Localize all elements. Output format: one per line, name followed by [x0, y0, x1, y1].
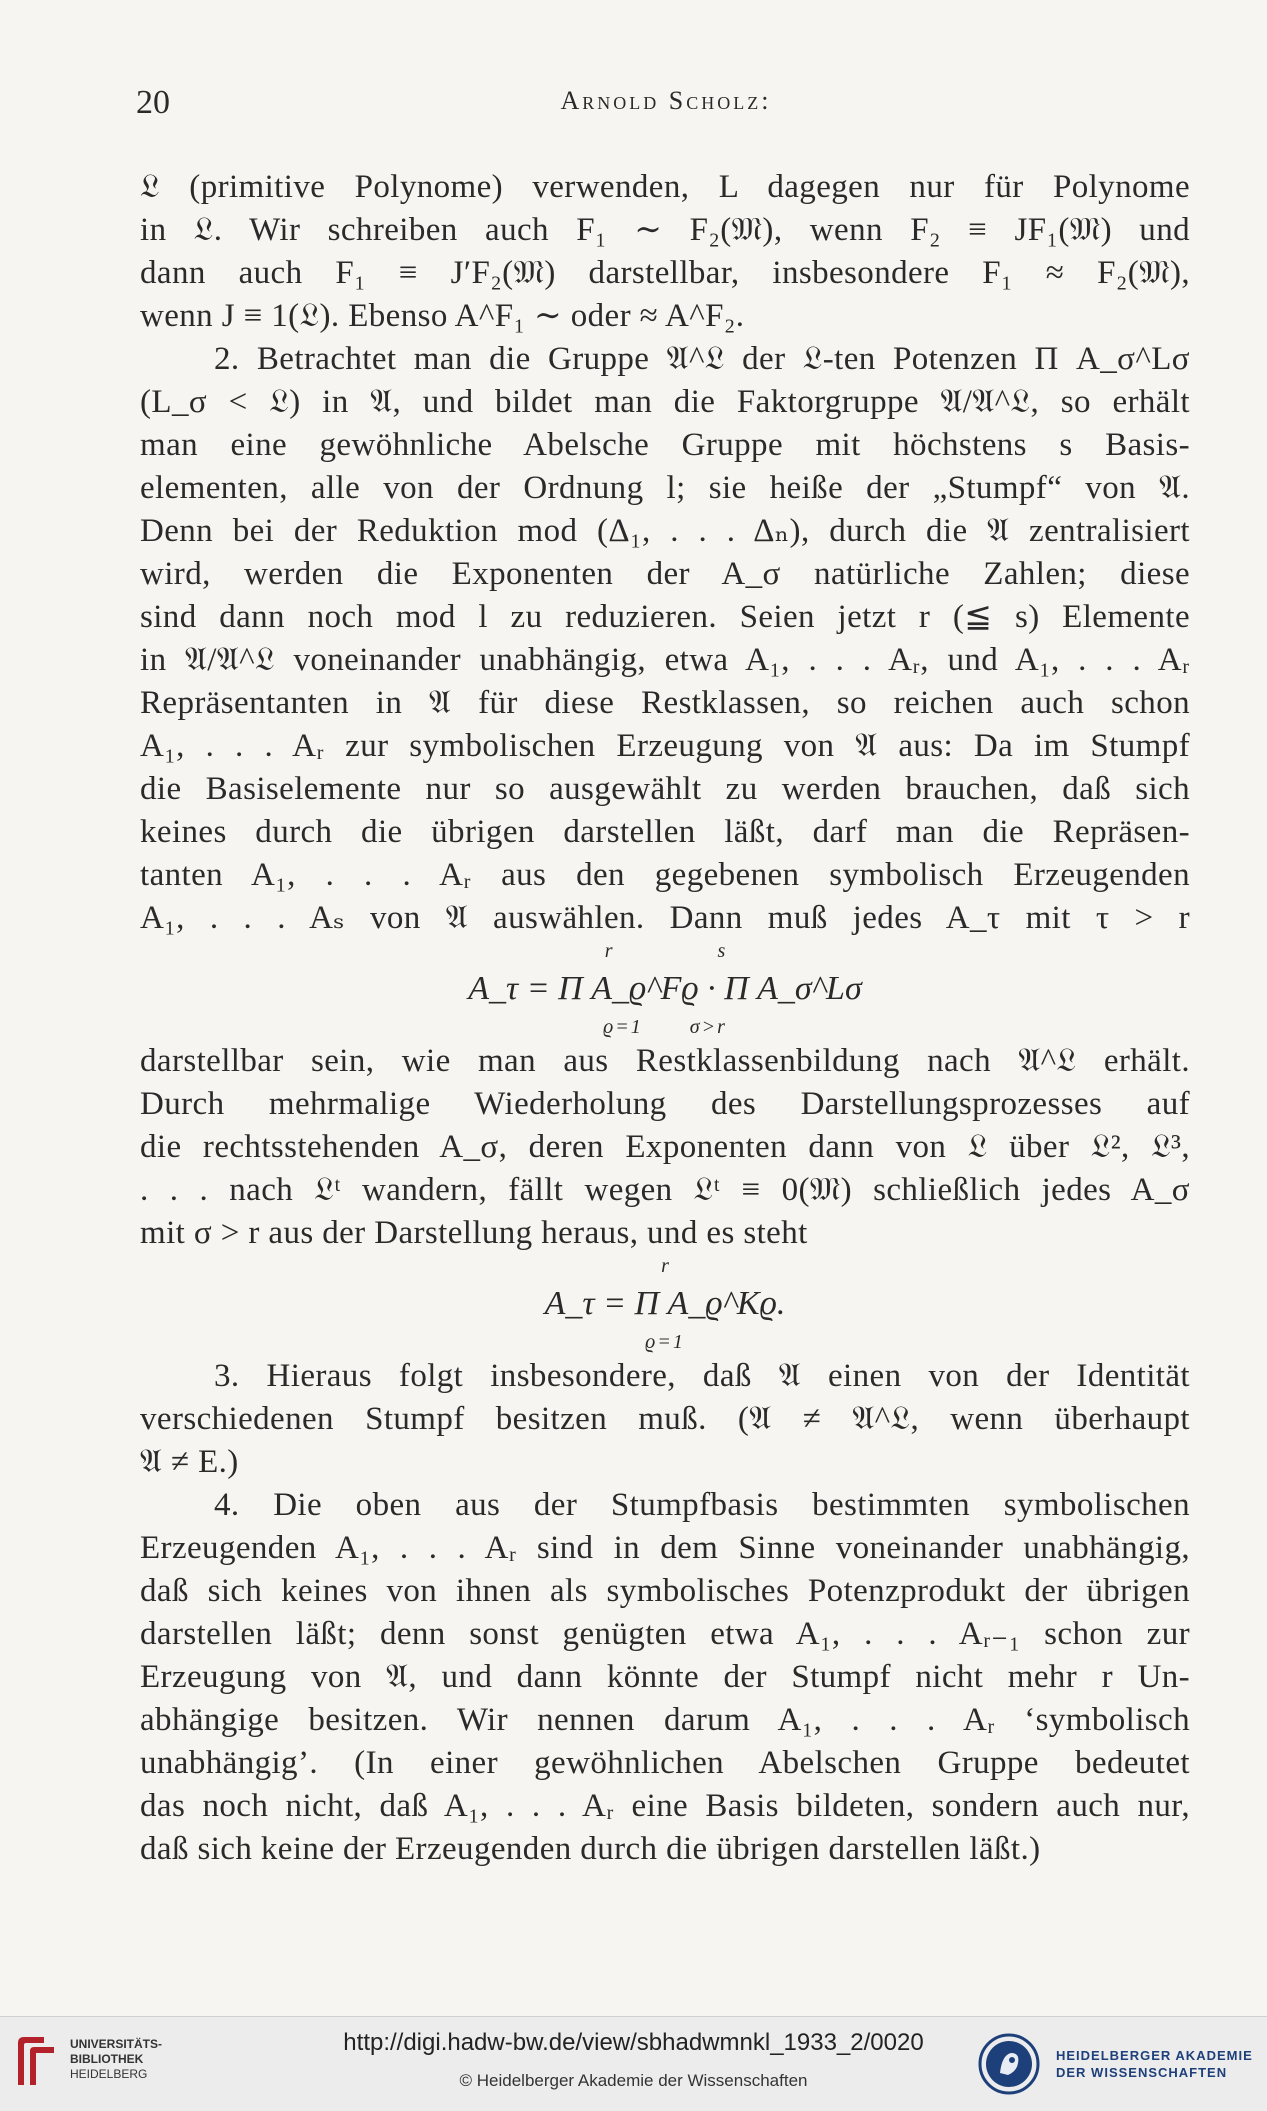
text-line: daß sich keines von ihnen als symbolisches Potenzprodukt der übrigen — [140, 1573, 1190, 1609]
academy-name-line: DER WISSENSCHAFTEN — [1056, 2065, 1228, 2080]
text-line: 2. Betrachtet man die Gruppe 𝔄^𝔏 der 𝔏-ten Potenzen Π A_σ^Lσ — [214, 341, 1190, 377]
text-line: daß sich keine der Erzeugenden durch die übrigen darstellen läßt.) — [140, 1831, 1041, 1867]
text-line: Durch mehrmalige Wiederholung des Darstellungsprozesses auf — [140, 1086, 1190, 1122]
text-line: abhängige besitzen. Wir nennen darum A₁, . . . Aᵣ ‘symbolisch — [140, 1702, 1190, 1738]
footer-bar — [0, 2016, 1267, 2111]
text-line: Repräsentanten in 𝔄 für diese Restklassen, so reichen auch schon — [140, 685, 1190, 721]
text-line: darstellen läßt; denn sonst genügten etwa A₁, . . . Aᵣ₋₁ schon zur — [140, 1616, 1190, 1652]
formula-main: A_τ = Π A_ϱ^Fϱ · Π A_σ^Lσ — [468, 970, 862, 1007]
page-body — [140, 166, 1190, 1871]
library-name-line: BIBLIOTHEK — [70, 2052, 144, 2066]
academy-name-line: HEIDELBERGER AKADEMIE — [1056, 2048, 1253, 2063]
text-line: Erzeugenden A₁, . . . Aᵣ sind in dem Sinne voneinander unabhängig, — [140, 1530, 1190, 1566]
text-line: in 𝔏. Wir schreiben auch F₁ ∼ F₂(𝔐), wenn F₂ ≡ JF₁(𝔐) und — [140, 212, 1190, 248]
running-head: Arnold Scholz: — [560, 86, 772, 115]
text-line: 𝔏 (primitive Polynome) verwenden, L dagegen nur für Polynome — [140, 169, 1190, 205]
academy-name — [1056, 2047, 1253, 2081]
formula-lower-limits: ϱ=1 σ>r — [603, 1016, 727, 1038]
text-line: A₁, . . . Aᵣ zur symbolischen Erzeugung von 𝔄 aus: Da im Stumpf — [140, 728, 1190, 764]
text-line: 3. Hieraus folgt insbesondere, daß 𝔄 einen von der Identität — [214, 1358, 1190, 1394]
text-line: dann auch F₁ ≡ J′F₂(𝔐) darstellbar, insbesondere F₁ ≈ F₂(𝔐), — [140, 255, 1190, 291]
text-line: Denn bei der Reduktion mod (Δ₁, . . . Δₙ), durch die 𝔄 zentralisiert — [140, 513, 1190, 549]
page-header — [136, 84, 1196, 134]
text-line: . . . nach 𝔏ᵗ wandern, fällt wegen 𝔏ᵗ ≡ 0(𝔐) schließlich jedes A_σ — [140, 1172, 1190, 1208]
display-formula — [140, 940, 1190, 1040]
text-line: 4. Die oben aus der Stumpfbasis bestimmten symbolischen — [214, 1487, 1190, 1523]
display-formula — [140, 1255, 1190, 1355]
academy-logo[interactable] — [978, 2033, 1258, 2097]
text-line: 𝔄 ≠ E.) — [140, 1444, 239, 1480]
text-line: elementen, alle von der Ordnung l; sie heiße der „Stumpf“ von 𝔄. — [140, 470, 1190, 506]
text-line: in 𝔄/𝔄^𝔏 voneinander unabhängig, etwa A₁, . . . Aᵣ, und A₁, . . . Aᵣ — [140, 642, 1190, 678]
formula-lower-limits: ϱ=1 — [645, 1331, 685, 1353]
text-line: die rechtsstehenden A_σ, deren Exponenten dann von 𝔏 über 𝔏², 𝔏³, — [140, 1129, 1190, 1165]
text-line: A₁, . . . Aₛ von 𝔄 auswählen. Dann muß jedes A_τ mit τ > r — [140, 900, 1190, 936]
page-number: 20 — [136, 84, 170, 121]
source-url-link[interactable]: http://digi.hadw-bw.de/view/sbhadwmnkl_1933_2/0020 — [343, 2029, 924, 2056]
text-line: man eine gewöhnliche Abelsche Gruppe mit höchstens s Basis- — [140, 427, 1190, 463]
formula-upper-limits: r — [661, 1255, 669, 1277]
text-line: das noch nicht, daß A₁, . . . Aᵣ eine Basis bildeten, sondern auch nur, — [140, 1788, 1190, 1824]
text-line: tanten A₁, . . . Aᵣ aus den gegebenen symbolisch Erzeugenden — [140, 857, 1190, 893]
text-line: wird, werden die Exponenten der A_σ natürliche Zahlen; diese — [140, 556, 1190, 592]
formula-upper-limits: r s — [604, 940, 726, 962]
text-line: verschiedenen Stumpf besitzen muß. (𝔄 ≠ 𝔄^𝔏, wenn überhaupt — [140, 1401, 1190, 1437]
text-line: sind dann noch mod l zu reduzieren. Seien jetzt r (≦ s) Elemente — [140, 599, 1190, 635]
text-line: (L_σ < 𝔏) in 𝔄, und bildet man die Faktorgruppe 𝔄/𝔄^𝔏, so erhält — [140, 384, 1190, 420]
copyright-notice: © Heidelberger Akademie der Wissenschaften — [459, 2071, 808, 2090]
academy-seal-icon — [978, 2033, 1040, 2095]
text-line: wenn J ≡ 1(𝔏). Ebenso A^F₁ ∼ oder ≈ A^F₂. — [140, 298, 745, 334]
text-line: keines durch die übrigen darstellen läßt, darf man die Repräsen- — [140, 814, 1190, 850]
library-name-line: UNIVERSITÄTS- — [70, 2037, 163, 2051]
text-line: die Basiselemente nur so ausgewählt zu werden brauchen, daß sich — [140, 771, 1190, 807]
text-line: mit σ > r aus der Darstellung heraus, und es steht — [140, 1215, 808, 1251]
text-line: Erzeugung von 𝔄, und dann könnte der Stumpf nicht mehr r Un- — [140, 1659, 1190, 1695]
text-line: unabhängig’. (In einer gewöhnlichen Abelschen Gruppe bedeutet — [140, 1745, 1190, 1781]
text-line: darstellbar sein, wie man aus Restklassenbildung nach 𝔄^𝔏 erhält. — [140, 1043, 1190, 1079]
formula-main: A_τ = Π A_ϱ^Kϱ. — [544, 1285, 786, 1322]
library-name-line: HEIDELBERG — [70, 2067, 148, 2081]
